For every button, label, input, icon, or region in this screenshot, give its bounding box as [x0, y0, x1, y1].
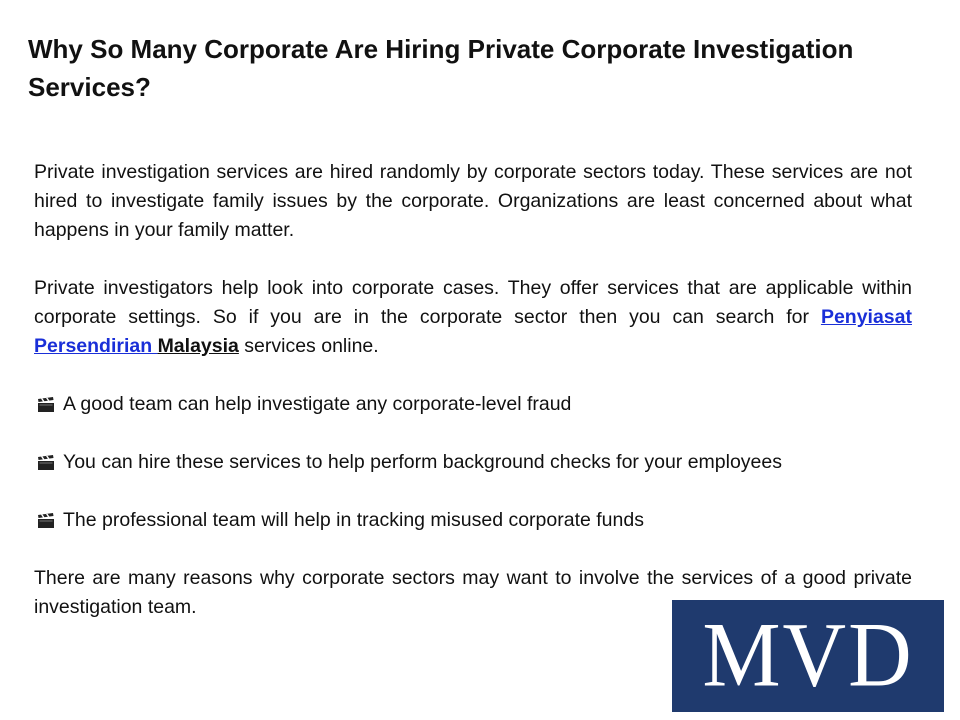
bullet-text: You can hire these services to help perform background checks for your employees: [63, 451, 782, 473]
services-text-after: services online.: [238, 335, 379, 357]
closing-paragraph: There are many reasons why corporate sectors may want to involve the services of a good private investigation team.: [34, 567, 912, 618]
mvd-logo: [672, 600, 944, 712]
malaysia-link[interactable]: Malaysia: [157, 335, 239, 357]
bullet-text: A good team can help investigate any corporate-level fraud: [63, 393, 572, 415]
list-item: [34, 390, 912, 419]
clapperboard-icon: [37, 455, 55, 471]
bullet-text: The professional team will help in tracking misused corporate funds: [63, 509, 644, 531]
article-body: [34, 158, 912, 622]
intro-paragraph: Private investigation services are hired randomly by corporate sectors today. These services are not hired to investigate family issues by the corporate. Organizations are least concerned about what happens in your family matter.: [34, 161, 912, 241]
logo-text: MVD: [702, 604, 914, 707]
list-item: [34, 448, 912, 477]
penyiasat-persendirian-link[interactable]: Penyiasat Persendirian: [34, 306, 912, 357]
clapperboard-icon: [37, 397, 55, 413]
services-text-before: Private investigators help look into corporate cases. They offer services that are applicable within corporate settings. So if you are in the corporate sector then you can search for: [34, 277, 912, 328]
services-paragraph: [34, 274, 912, 361]
clapperboard-icon: [37, 513, 55, 529]
page-title: Why So Many Corporate Are Hiring Private Corporate Investigation Services?: [28, 34, 854, 102]
list-item: [34, 506, 912, 535]
